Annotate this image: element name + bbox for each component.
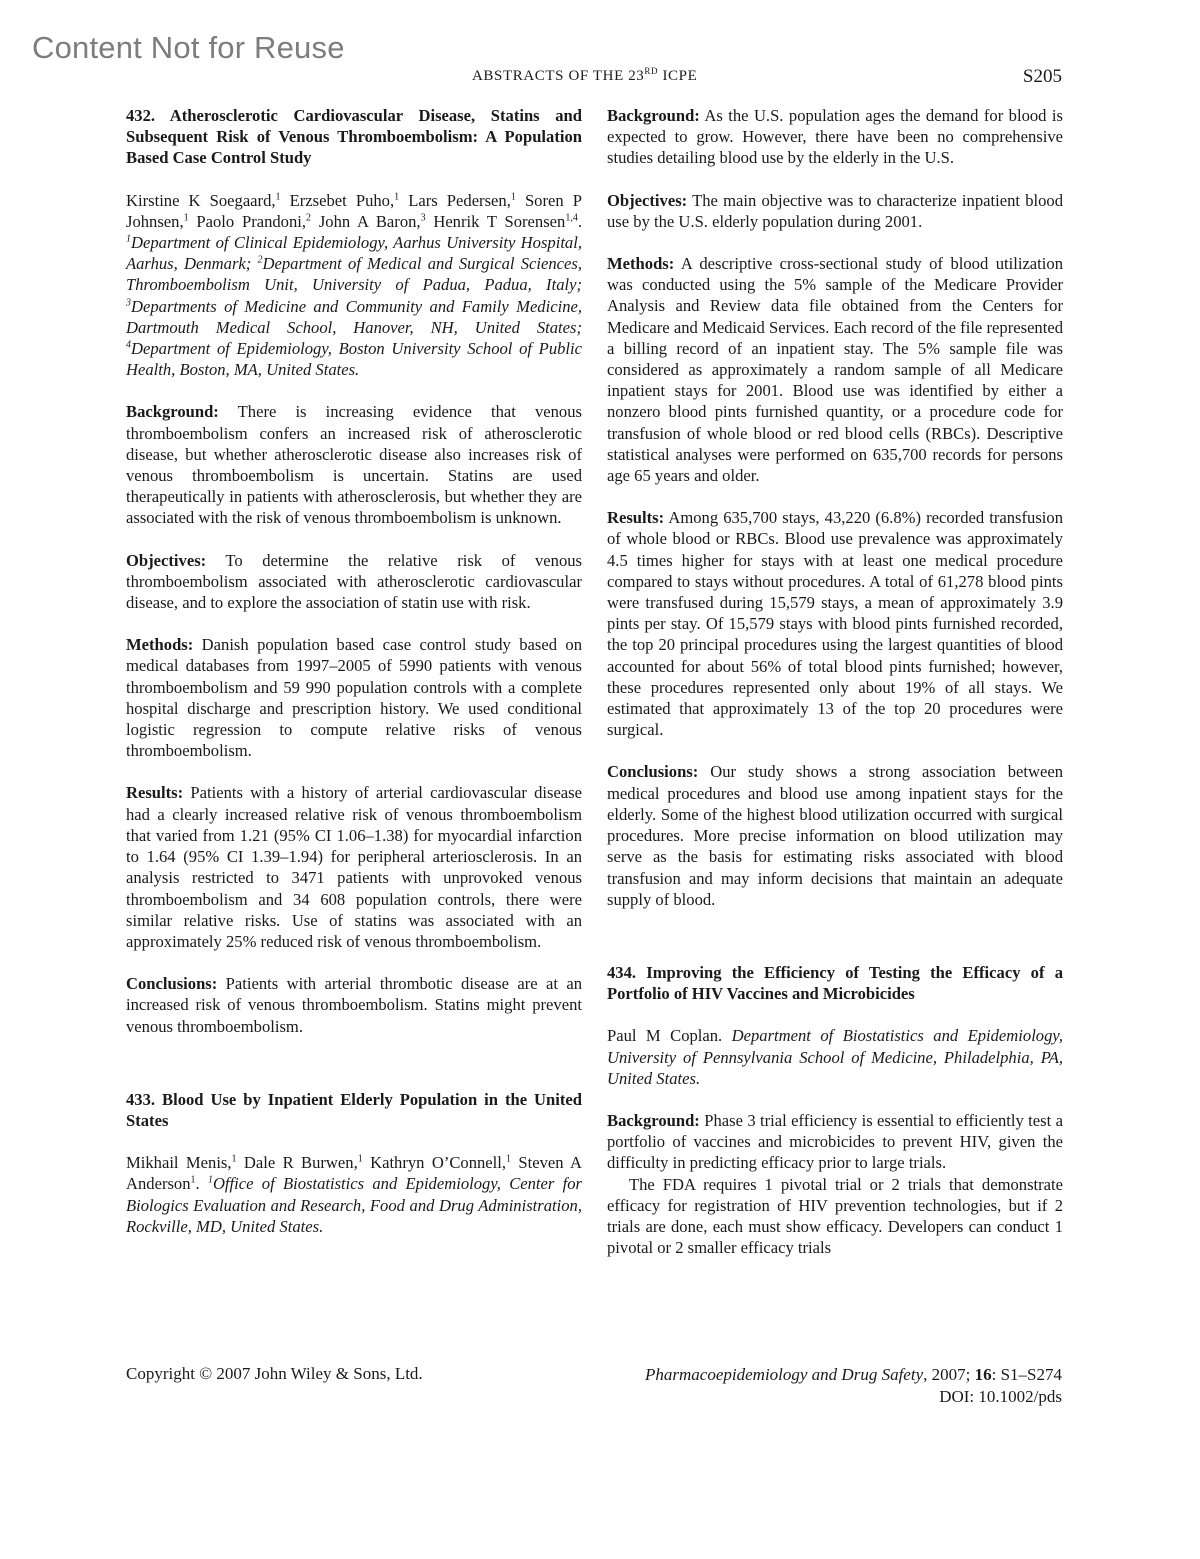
section-label: Conclusions: <box>126 974 218 994</box>
journal-volume: 16 <box>974 1365 992 1384</box>
aff-text: Departments of Medicine and Community and Family Medicine, Dartmouth Medical School, Hanover, NH, United States; <box>126 296 582 337</box>
abstract-433-results <box>607 507 1063 740</box>
section-label: Objectives: <box>607 190 688 210</box>
right-column <box>607 105 1063 1258</box>
author-sup: 2 <box>306 212 312 224</box>
author-sup: 1 <box>394 191 400 203</box>
section-text: As the U.S. population ages the demand for blood is expected to grow. However, there have been no comprehensive studies detailing blood use by the elderly in the U.S. <box>607 106 1063 168</box>
abstract-434-background <box>607 1110 1063 1174</box>
abstract-432-methods <box>126 634 582 761</box>
author-sup: 1 <box>275 191 281 203</box>
abstract-432-objectives <box>126 550 582 614</box>
section-text: Patients with arterial thrombotic disease are at an increased risk of venous thromboembolism. Statins might prevent venous thromboembolism. <box>126 974 582 1036</box>
abstract-432-background <box>126 401 582 528</box>
author: Kathryn O’Connell, <box>362 1153 507 1173</box>
abstract-432-authors <box>126 190 582 381</box>
abstract-433-authors <box>126 1152 582 1237</box>
authors-end: . <box>577 211 582 231</box>
section-text: There is increasing evidence that venous thromboembolism confers an increased risk of atherosclerotic disease, but whether atherosclerotic disease also increases risk of venous thromboembolism is uncertain. Statins are used therapeutically in patients with atherosclerosis, but whether they are associated with the risk of venous thromboembolism is unknown. <box>126 402 582 528</box>
abstract-433-methods <box>607 253 1063 486</box>
watermark: Content Not for Reuse <box>32 30 345 65</box>
abstract-433-objectives <box>607 190 1063 232</box>
abstract-434-title: 434. Improving the Efficiency of Testing the Efficacy of a Portfolio of HIV Vaccines and Microbicides <box>607 962 1063 1004</box>
author-sup: 1,4 <box>565 212 578 224</box>
section-label: Background: <box>607 106 700 125</box>
page-number: S205 <box>1022 66 1062 87</box>
section-label: Background: <box>607 1110 700 1130</box>
section-label: Methods: <box>126 635 194 655</box>
affiliation: Department of Biostatistics and Epidemiology, University of Pennsylvania School of Medicine, Philadelphia, PA, United States. <box>607 1026 1063 1088</box>
author: Paolo Prandoni, <box>188 211 307 231</box>
section-label: Background: <box>126 402 219 422</box>
abstract-433-conclusions <box>607 761 1063 909</box>
section-text: Phase 3 trial efficiency is essential to efficiently test a portfolio of vaccines and microbicides to prevent HIV, given the difficulty in predicting efficacy prior to large trials. <box>607 1110 1063 1173</box>
author: Soren P Johnsen, <box>126 190 582 231</box>
section-text: Our study shows a strong association between medical procedures and blood use among inpatient stays for the elderly. Some of the highest blood utilization occurred with surgical procedures. More precise information on blood utilization may serve as the basis for estimating risks associated with blood transfusion and may inform decisions that maintain an adequate supply of blood. <box>607 762 1063 909</box>
author-sup: 1 <box>506 1153 512 1165</box>
abstract-433-title: 433. Blood Use by Inpatient Elderly Population in the United States <box>126 1089 582 1130</box>
author: Kirstine K Soegaard, <box>126 190 276 210</box>
authors-end: . <box>195 1174 208 1194</box>
left-column <box>126 105 582 1237</box>
aff-sup: 4 <box>126 339 131 351</box>
author-sup: 1 <box>357 1153 363 1165</box>
author-sup: 1 <box>231 1153 237 1165</box>
journal-year: , 2007; <box>923 1365 975 1384</box>
footer-copyright: Copyright © 2007 John Wiley & Sons, Ltd. <box>126 1364 423 1383</box>
section-text: Among 635,700 stays, 43,220 (6.8%) recorded transfusion of whole blood or RBCs. Blood use prevalence was approximately 4.5 times higher for stays with at least one medical procedure compared to stays without procedures. A total of 61,278 blood pints were transfused during 15,579 stays, a mean of approximately 3.9 pints per stay. Of 15,579 stays with blood pints furnished recorded, the top 20 principal procedures using the largest quantities of blood accounted for about 56% of total blood pints furnished; however, these procedures represented only about 19% of all stays. We estimated that approximately 13 of the top 20 procedures were surgical. <box>607 508 1063 740</box>
abstract-434-authors <box>607 1025 1063 1089</box>
author: John A Baron, <box>311 211 421 231</box>
abstract-432-title: 432. Atherosclerotic Cardiovascular Disease, Statins and Subsequent Risk of Venous Thromboembolism: A Population Based Case Control Study <box>126 106 582 168</box>
aff-sup: 3 <box>126 297 131 309</box>
author: Henrik T Sorensen <box>425 211 566 231</box>
abstract-432-results <box>126 782 582 952</box>
section-label: Conclusions: <box>607 762 699 782</box>
journal-pages: : S1–S274 <box>991 1365 1062 1384</box>
running-head-suffix: ICPE <box>658 68 698 84</box>
section-text: The main objective was to characterize inpatient blood use by the U.S. elderly population during 2001. <box>607 190 1063 231</box>
journal-name: Pharmacoepidemiology and Drug Safety <box>645 1365 924 1384</box>
author-sup: 3 <box>420 212 426 224</box>
abstract-434-background-continued: The FDA requires 1 pivotal trial or 2 trials that demonstrate efficacy for registration of HIV prevention technologies, but if 2 trials are done, each must show efficacy. Developers can conduct 1 pivotal or 2 smaller efficacy trials <box>607 1174 1063 1258</box>
aff-sup: 2 <box>257 254 263 266</box>
footer-journal-line <box>645 1364 1062 1386</box>
aff-text: Department of Epidemiology, Boston University School of Public Health, Boston, MA, United States. <box>126 339 582 380</box>
aff-sup: 1 <box>207 1174 213 1186</box>
section-text: A descriptive cross-sectional study of blood utilization was conducted using the 5% sample of the Medicare Provider Analysis and Review data file obtained from the Centers for Medicare and Medicaid Services. Each record of the file represented a billing record of an inpatient stay. The 5% sample file was considered as approximately a random sample of all Medicare inpatient stays for 2001. Blood use was identified by either a nonzero blood pints furnished quantity, or a procedure code for transfusion of whole blood or red blood cells (RBCs). Descriptive statistical analyses were performed on 635,700 records for persons age 65 years and older. <box>607 254 1063 486</box>
aff-text: Department of Clinical Epidemiology, Aarhus University Hospital, Aarhus, Denmark; <box>126 233 582 274</box>
section-label: Results: <box>607 508 665 528</box>
author-sup: 1 <box>183 212 189 224</box>
author: Paul M Coplan. <box>607 1026 732 1046</box>
section-text: Patients with a history of arterial cardiovascular disease had a clearly increased relative risk of venous thromboembolism that varied from 1.21 (95% CI 1.06–1.38) for myocardial infarction to 1.64 (95% CI 1.39–1.94) for peripheral arteriosclerosis. In an analysis restricted to 3471 patients with unprovoked venous thromboembolism and 34 608 population controls, there were similar relative risks. Use of statins was associated with an approximately 25% reduced risk of venous thromboembolism. <box>126 783 582 951</box>
author-sup: 1 <box>510 191 516 203</box>
author: Steven A Anderson <box>126 1153 583 1194</box>
author-sup: 1 <box>190 1174 196 1186</box>
author: Dale R Burwen, <box>236 1153 358 1173</box>
footer-citation <box>645 1364 1062 1408</box>
abstract-433-background <box>607 105 1063 169</box>
affiliation <box>126 233 582 379</box>
section-label: Results: <box>126 783 184 803</box>
section-label: Objectives: <box>126 550 207 570</box>
section-text: To determine the relative risk of venous thromboembolism associated with atherosclerotic cardiovascular disease, and to explore the association of statin use with risk. <box>126 550 582 613</box>
section-label: Methods: <box>607 254 675 274</box>
author: Erzsebet Puho, <box>280 190 395 210</box>
running-head-sup: RD <box>644 66 659 76</box>
author: Mikhail Menis, <box>126 1153 232 1173</box>
aff-sup: 1 <box>126 233 131 245</box>
abstract-432-conclusions <box>126 973 582 1037</box>
running-head-text: ABSTRACTS OF THE 23 <box>472 68 645 84</box>
section-text: Danish population based case control study based on medical databases from 1997–2005 of 5990 patients with venous thromboembolism and 59 990 population controls with a complete hospital discharge and prescription history. We used conditional logistic regression to compute relative risks of venous thromboembolism. <box>126 635 582 761</box>
aff-text: Department of Medical and Surgical Sciences, Thromboembolism Unit, University of Padua, Padua, Italy; <box>126 254 582 295</box>
aff-text: Office of Biostatistics and Epidemiology, Center for Biologics Evaluation and Research, Food and Drug Administration, Rockville, MD, United States. <box>126 1174 582 1236</box>
footer-doi: DOI: 10.1002/pds <box>939 1387 1062 1406</box>
author: Lars Pedersen, <box>399 190 511 210</box>
running-head <box>472 68 697 85</box>
